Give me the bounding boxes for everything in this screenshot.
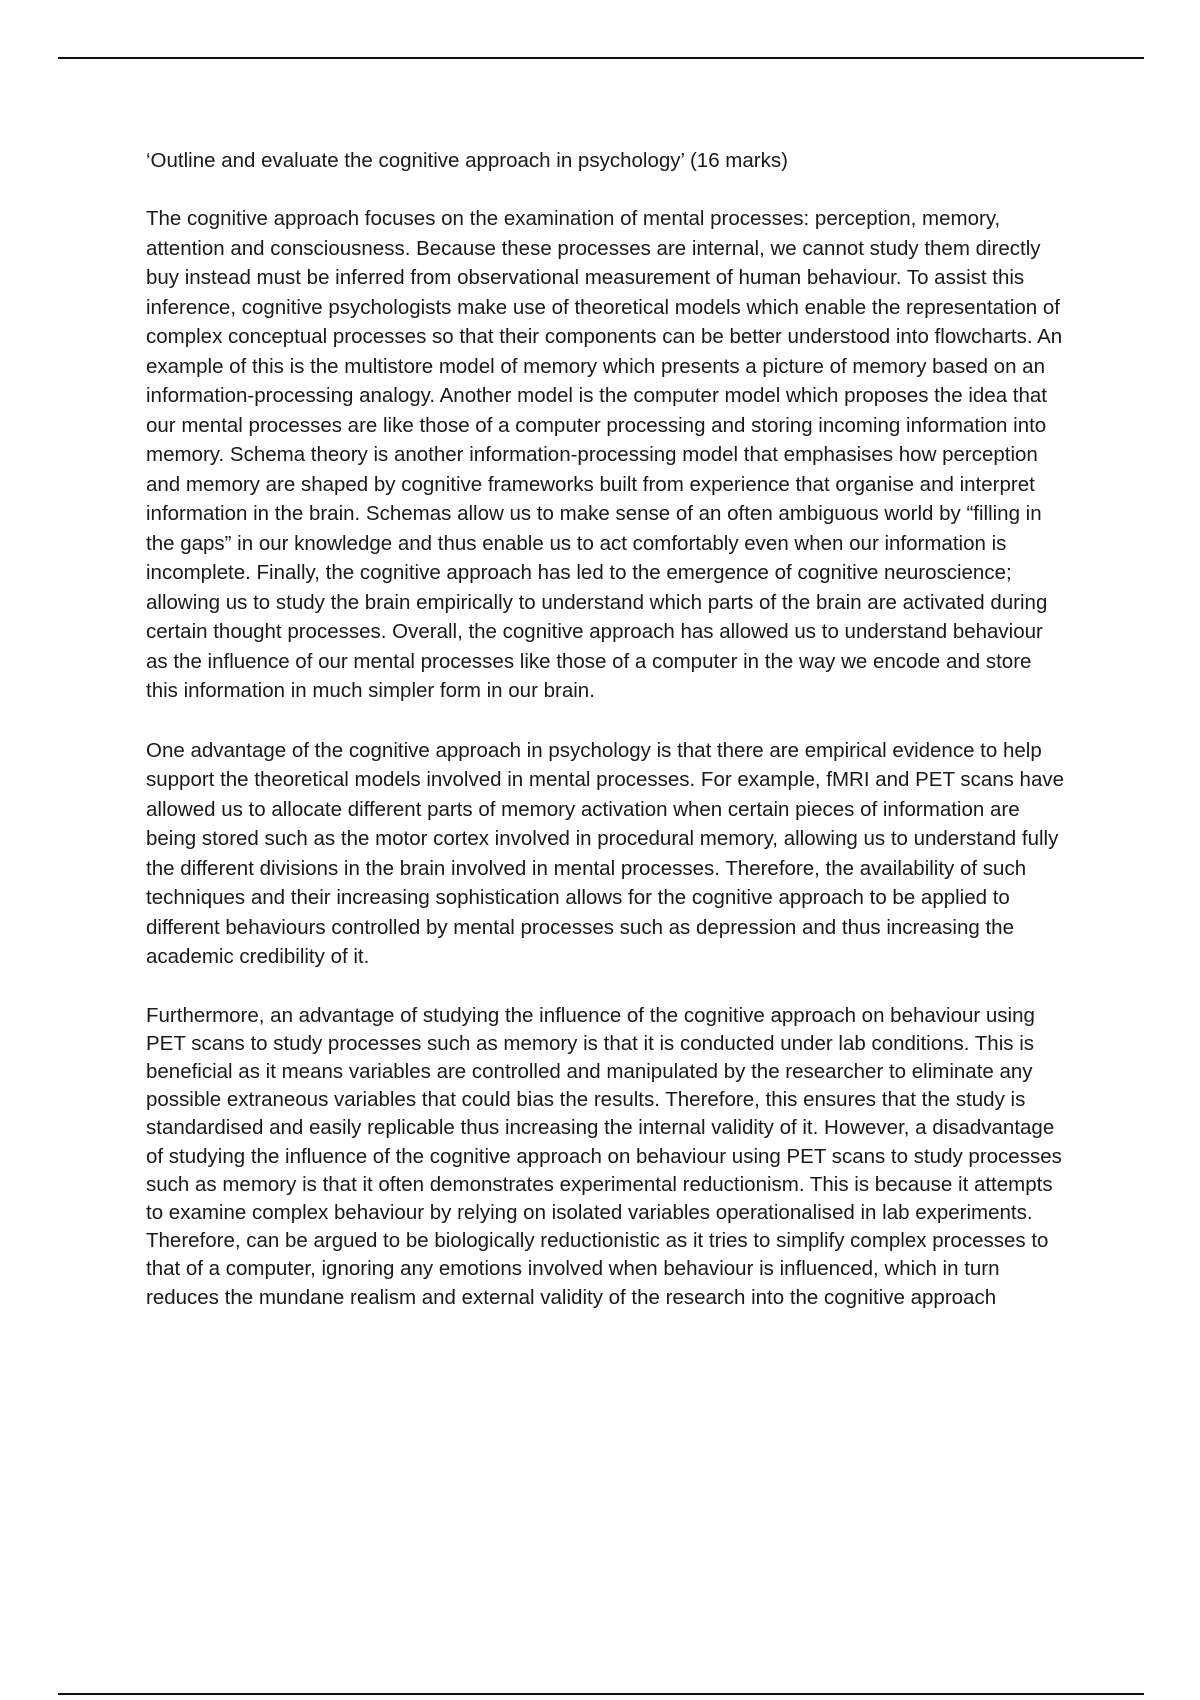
paragraph-outline: The cognitive approach focuses on the examination of mental processes: perception, memory, attention and consciousness. Because these processes are internal, we cannot study them directly buy instead must be inferred from observational measurement of human behaviour. To assist this inference, cognitive psychologists make use of theoretical models which enable the representation of complex conceptual processes so that their components can be better understood into flowcharts. An example of this is the multistore model of memory which presents a picture of memory based on an information-processing analogy. Another model is the computer model which proposes the idea that our mental processes are like those of a computer processing and storing incoming information into memory. Schema theory is another information-processing model that emphasises how perception and memory are shaped by cognitive frameworks built from experience that organise and interpret information in the brain. Schemas allow us to make sense of an often ambiguous world by “filling in the gaps” in our knowledge and thus enable us to act comfortably even when our information is incomplete. Finally, the cognitive approach has led to the emergence of cognitive neuroscience; allowing us to study the brain empirically to understand which parts of the brain are activated during certain thought processes. Overall, the cognitive approach has allowed us to understand behaviour as the influence of our mental processes like those of a computer in the way we encode and store this information in much simpler form in our brain. — [146, 207, 1063, 702]
paragraph-lab-conditions: Furthermore, an advantage of studying the influence of the cognitive approach on behaviour using PET scans to study processes such as memory is that it is conducted under lab conditions. This is beneficial as it means variables are controlled and manipulated by the researcher to eliminate any possible extraneous variables that could bias the results. Therefore, this ensures that the study is standardised and easily replicable thus increasing the internal validity of it. However, a disadvantage of studying the influence of the cognitive approach on behaviour using PET scans to study processes such as memory is that it often demonstrates experimental reductionism. This is because it attempts to examine complex behaviour by relying on isolated variables operationalised in lab experiments. Therefore, can be argued to be biologically reductionistic as it tries to simplify complex processes to that of a computer, ignoring any emotions involved when behaviour is influenced, which in turn reduces the mundane realism and external validity of the research into the cognitive approach — [146, 1003, 1062, 1309]
paragraph-advantage-empirical: One advantage of the cognitive approach in psychology is that there are empirical evidence to help support the theoretical models involved in mental processes. For example, fMRI and PET scans have allowed us to allocate different parts of memory activation when certain pieces of information are being stored such as the motor cortex involved in procedural memory, allowing us to understand fully the different divisions in the brain involved in mental processes. Therefore, the availability of such techniques and their increasing sophistication allows for the cognitive approach to be applied to different behaviours controlled by mental processes such as depression and thus increasing the academic credibility of it. — [146, 738, 1065, 968]
essay-question: ‘Outline and evaluate the cognitive approach in psychology’ (16 marks) — [146, 149, 788, 172]
top-divider-line — [58, 57, 1144, 59]
bottom-divider-line — [58, 1693, 1144, 1695]
essay-content — [146, 146, 1066, 1342]
